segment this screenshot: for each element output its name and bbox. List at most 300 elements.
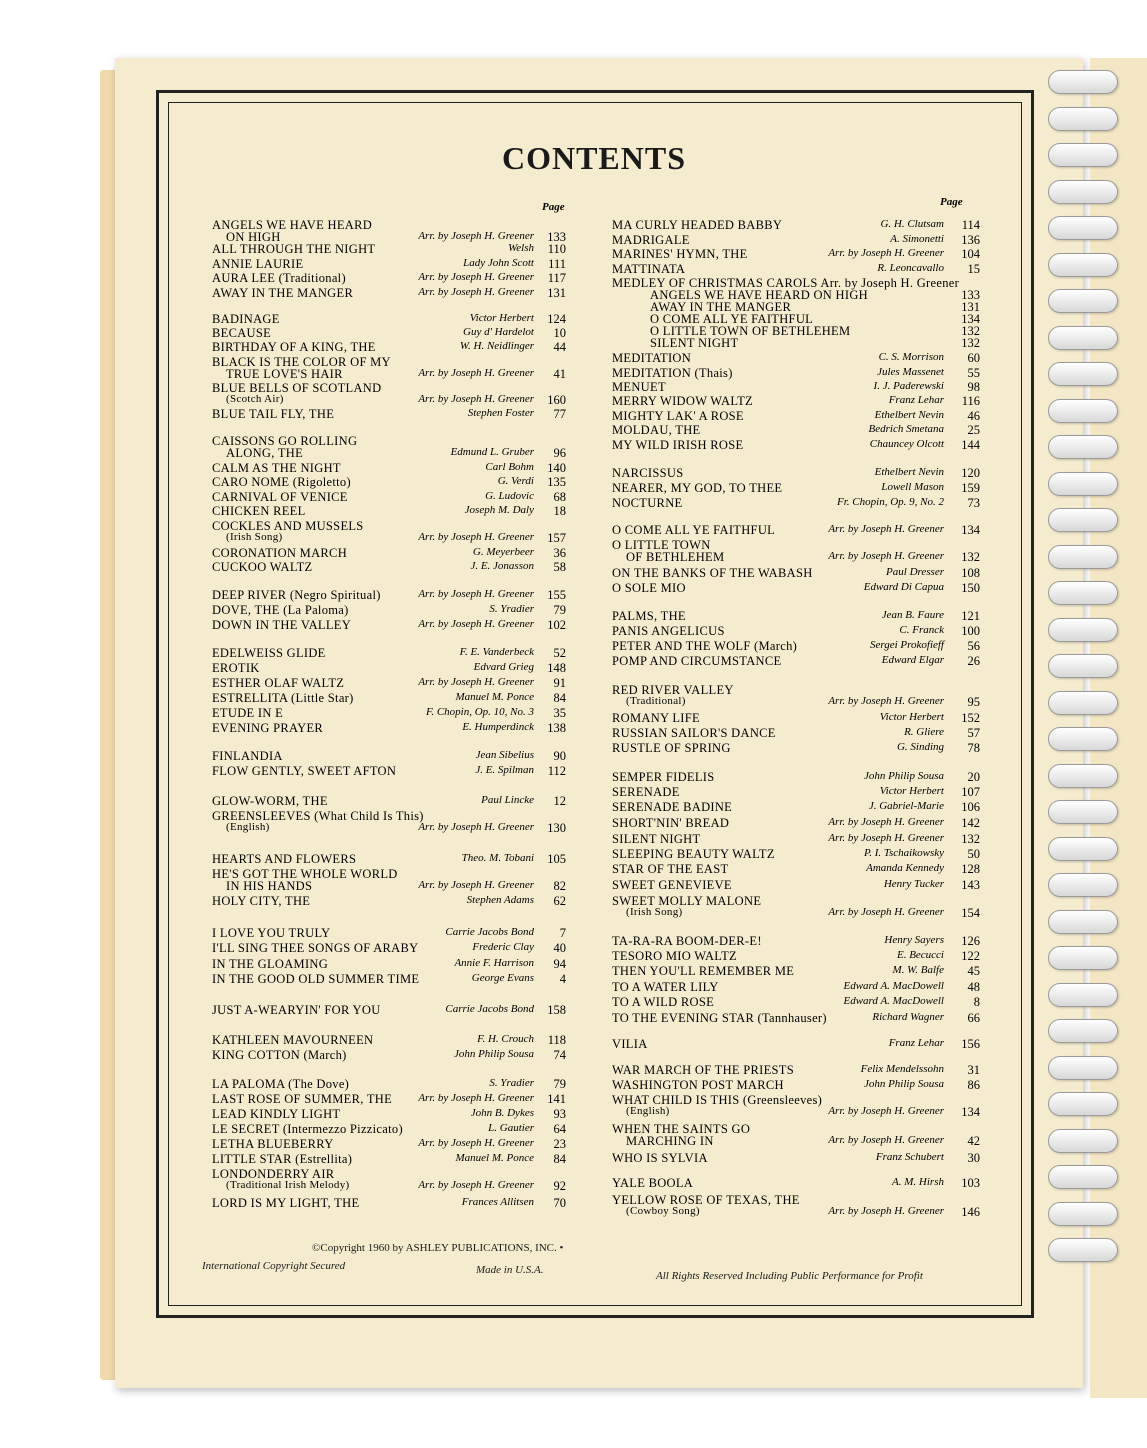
- song-title: PETER AND THE WOLF (March): [612, 639, 798, 653]
- song-title: MADRIGALE: [612, 233, 690, 247]
- contents-entry: [612, 523, 980, 537]
- spiral-ring: [1048, 1092, 1118, 1116]
- contents-entry: [212, 560, 566, 574]
- song-title-continued: (English): [226, 821, 270, 833]
- contents-entry: [612, 980, 980, 994]
- page-number: 131: [961, 300, 980, 314]
- contents-entry: [212, 326, 566, 340]
- page-number: 46: [967, 409, 980, 423]
- song-title: EROTIK: [212, 661, 260, 675]
- contents-entry: [612, 770, 980, 784]
- composer: Arr. by Joseph H. Greener: [828, 523, 944, 535]
- page-column-header-right: Page: [940, 196, 963, 208]
- contents-entry: [612, 233, 980, 247]
- page-number: 35: [553, 706, 566, 720]
- composer: J. Gabriel-Marie: [868, 800, 944, 812]
- page-number: 118: [547, 1033, 566, 1047]
- song-title: O LITTLE TOWN OF BETHLEHEM: [650, 324, 851, 338]
- composer: Carl Bohm: [485, 461, 534, 473]
- contents-entry: [612, 878, 980, 892]
- composer: C. S. Morrison: [878, 351, 944, 363]
- song-title: AWAY IN THE MANGER: [212, 286, 354, 300]
- page-number: 104: [961, 247, 980, 261]
- page-number: 90: [553, 749, 566, 763]
- song-title: NEARER, MY GOD, TO THEE: [612, 481, 783, 495]
- contents-entry: [212, 926, 566, 940]
- contents-entry: [612, 894, 980, 920]
- song-title-continued: OF BETHLEHEM: [626, 550, 725, 564]
- composer: Richard Wagner: [872, 1011, 944, 1023]
- page-number: 60: [967, 351, 980, 365]
- song-title: I'LL SING THEE SONGS OF ARABY: [212, 941, 419, 955]
- composer: Arr. by Joseph H. Greener: [418, 1137, 534, 1149]
- page-number: 128: [961, 862, 980, 876]
- composer: Arr. by Joseph H. Greener: [418, 393, 534, 405]
- song-title: SILENT NIGHT: [650, 336, 739, 350]
- composer: P. I. Tschaikowsky: [863, 847, 944, 859]
- composer: C. Franck: [899, 624, 944, 636]
- composer: Edward Elgar: [881, 654, 944, 666]
- spiral-ring: [1048, 472, 1118, 496]
- contents-entry: [612, 832, 980, 846]
- spiral-ring: [1048, 253, 1118, 277]
- song-title: FINLANDIA: [212, 749, 283, 763]
- page-number: 74: [553, 1048, 566, 1062]
- page-number: 20: [967, 770, 980, 784]
- contents-entry: [612, 262, 980, 276]
- spiral-ring: [1048, 326, 1118, 350]
- page-number: 15: [967, 262, 980, 276]
- composer: S. Yradier: [489, 1077, 534, 1089]
- page-number: 95: [967, 695, 980, 709]
- international-copyright: International Copyright Secured: [202, 1260, 346, 1272]
- contents-entry: [612, 366, 980, 380]
- page-number: 117: [547, 271, 566, 285]
- song-title: DOVE, THE (La Paloma): [212, 603, 349, 617]
- contents-entry: [212, 286, 566, 300]
- contents-entry: [612, 438, 980, 452]
- page-number: 154: [961, 906, 980, 920]
- spiral-ring: [1048, 691, 1118, 715]
- composer: Edmund L. Gruber: [450, 446, 534, 458]
- song-title: GLOW-WORM, THE: [212, 794, 328, 808]
- song-title: YELLOW ROSE OF TEXAS, THE: [612, 1193, 800, 1207]
- composer: George Evans: [471, 972, 534, 984]
- composer: A. Simonetti: [890, 233, 944, 245]
- composer: Joseph M. Daly: [464, 504, 534, 516]
- page-number: 134: [961, 312, 980, 326]
- song-title: SHORT'NIN' BREAD: [612, 816, 730, 830]
- song-title: MATTINATA: [612, 262, 686, 276]
- composer: Jean B. Faure: [881, 609, 944, 621]
- page-number: 132: [961, 336, 980, 350]
- page-number: 114: [961, 218, 980, 232]
- composer: Jules Massenet: [877, 366, 944, 378]
- spiral-ring: [1048, 180, 1118, 204]
- contents-entry: [212, 1003, 566, 1017]
- song-title: HEARTS AND FLOWERS: [212, 852, 357, 866]
- spiral-ring: [1048, 435, 1118, 459]
- page-number: 132: [961, 550, 980, 564]
- song-title: LE SECRET (Intermezzo Pizzicato): [212, 1122, 403, 1136]
- contents-entry: [212, 1077, 566, 1091]
- song-title: WHAT CHILD IS THIS (Greensleeves): [612, 1093, 823, 1107]
- spiral-ring: [1048, 362, 1118, 386]
- page-number: 93: [553, 1107, 566, 1121]
- contents-entry: [212, 218, 566, 244]
- contents-entry: [612, 785, 980, 799]
- contents-entry: [612, 1093, 980, 1119]
- song-title: PANIS ANGELICUS: [612, 624, 725, 638]
- composer: Arr. by Joseph H. Greener: [418, 230, 534, 242]
- page-number: 23: [553, 1137, 566, 1151]
- composer: Arr. by Joseph H. Greener: [418, 879, 534, 891]
- song-title: TESORO MIO WALTZ: [612, 949, 737, 963]
- page-number: 82: [553, 879, 566, 893]
- song-title-continued: (Scotch Air): [226, 393, 284, 405]
- page-number: 116: [961, 394, 980, 408]
- composer: Victor Herbert: [879, 785, 944, 797]
- song-title: ANNIE LAURIE: [212, 257, 304, 271]
- song-title: CORONATION MARCH: [212, 546, 348, 560]
- composer: R. Gliere: [904, 726, 944, 738]
- contents-entry: [612, 639, 980, 653]
- contents-entry: [212, 603, 566, 617]
- contents-entry: [212, 1033, 566, 1047]
- composer: John Philip Sousa: [863, 1078, 944, 1090]
- song-title: MEDITATION (Thais): [612, 366, 733, 380]
- contents-entry: [612, 1176, 980, 1190]
- page-number: 58: [553, 560, 566, 574]
- page-number: 157: [547, 531, 566, 545]
- song-title: BLACK IS THE COLOR OF MY: [212, 355, 391, 369]
- page-number: 141: [547, 1092, 566, 1106]
- composer: F. Chopin, Op. 10, No. 3: [426, 706, 534, 718]
- page-number: 12: [553, 794, 566, 808]
- page-number: 130: [547, 821, 566, 835]
- page-number: 108: [961, 566, 980, 580]
- page-number: 7: [559, 926, 566, 940]
- song-title: MIGHTY LAK' A ROSE: [612, 409, 744, 423]
- song-title: DOWN IN THE VALLEY: [212, 618, 352, 632]
- page-number: 70: [553, 1196, 566, 1210]
- page-number: 106: [961, 800, 980, 814]
- song-title: CALM AS THE NIGHT: [212, 461, 341, 475]
- composer: Chauncey Olcott: [869, 438, 944, 450]
- composer: F. E. Vanderbeck: [459, 646, 534, 658]
- page-number: 4: [559, 972, 566, 986]
- song-title: NARCISSUS: [612, 466, 684, 480]
- song-title: ALL THROUGH THE NIGHT: [212, 242, 376, 256]
- page-number: 68: [553, 490, 566, 504]
- page-number: 103: [961, 1176, 980, 1190]
- page-number: 36: [553, 546, 566, 560]
- contents-entry: [212, 1122, 566, 1136]
- composer: Arr. by Joseph H. Greener: [418, 1179, 534, 1191]
- song-title: RED RIVER VALLEY: [612, 683, 734, 697]
- spiral-ring: [1048, 216, 1118, 240]
- page-number: 45: [967, 964, 980, 978]
- contents-entry: [212, 461, 566, 475]
- song-title: BIRTHDAY OF A KING, THE: [212, 340, 376, 354]
- composer: Arr. by Joseph H. Greener: [828, 1205, 944, 1217]
- song-title-continued: MARCHING IN: [626, 1134, 714, 1148]
- song-title: MERRY WIDOW WALTZ: [612, 394, 753, 408]
- composer: Arr. by Joseph H. Greener: [418, 821, 534, 833]
- song-title-continued: IN HIS HANDS: [226, 879, 313, 893]
- composer: Arr. by Joseph H. Greener: [828, 550, 944, 562]
- composer: Welsh: [508, 242, 534, 254]
- spiral-ring: [1048, 1019, 1118, 1043]
- contents-entry: [612, 995, 980, 1009]
- composer: John Philip Sousa: [863, 770, 944, 782]
- contents-entry: [612, 1122, 980, 1148]
- page-number: 62: [553, 894, 566, 908]
- spiral-ring: [1048, 837, 1118, 861]
- page-number: 132: [961, 324, 980, 338]
- page-number: 66: [967, 1011, 980, 1025]
- composer: Arr. by Joseph H. Greener: [828, 816, 944, 828]
- song-title: CAISSONS GO ROLLING: [212, 434, 358, 448]
- page-number: 111: [548, 257, 566, 271]
- song-title: O COME ALL YE FAITHFUL: [650, 312, 814, 326]
- song-title: SLEEPING BEAUTY WALTZ: [612, 847, 775, 861]
- composer: Arr. by Joseph H. Greener: [828, 1134, 944, 1146]
- page-number: 152: [961, 711, 980, 725]
- page-number: 131: [547, 286, 566, 300]
- page-number: 159: [961, 481, 980, 495]
- spiral-ring: [1048, 873, 1118, 897]
- page-number: 160: [547, 393, 566, 407]
- contents-entry: [212, 867, 566, 893]
- spiral-ring: [1048, 727, 1118, 751]
- song-title: ESTHER OLAF WALTZ: [212, 676, 345, 690]
- composer: Fr. Chopin, Op. 9, No. 2: [837, 496, 944, 508]
- page-number: 25: [967, 423, 980, 437]
- contents-entry: [212, 1167, 566, 1193]
- spiral-ring: [1048, 1238, 1118, 1262]
- song-title: WASHINGTON POST MARCH: [612, 1078, 784, 1092]
- song-title: RUSSIAN SAILOR'S DANCE: [612, 726, 776, 740]
- page-number: 155: [547, 588, 566, 602]
- contents-entry: [612, 351, 980, 365]
- page-number: 92: [553, 1179, 566, 1193]
- page-number: 40: [553, 941, 566, 955]
- song-title-continued: (Irish Song): [626, 906, 683, 918]
- composer: A. M. Hirsh: [892, 1176, 944, 1188]
- page-number: 96: [553, 446, 566, 460]
- contents-entry: [212, 434, 566, 460]
- song-title: ANGELS WE HAVE HEARD ON HIGH: [650, 288, 868, 302]
- song-title: O LITTLE TOWN: [612, 538, 711, 552]
- spiral-ring: [1048, 910, 1118, 934]
- composer: Manuel M. Ponce: [455, 691, 534, 703]
- composer: M. W. Balfe: [892, 964, 944, 976]
- page-number: 50: [967, 847, 980, 861]
- contents-entry: [212, 546, 566, 560]
- composer: I. J. Paderewski: [873, 380, 944, 392]
- page-number: 122: [961, 949, 980, 963]
- contents-entry: [212, 794, 566, 808]
- song-title: HE'S GOT THE WHOLE WORLD: [212, 867, 398, 881]
- song-title-continued: ALONG, THE: [226, 446, 304, 460]
- composer: Manuel M. Ponce: [455, 1152, 534, 1164]
- song-title-continued: (Irish Song): [226, 531, 283, 543]
- composer: Stephen Foster: [467, 407, 534, 419]
- song-title: EVENING PRAYER: [212, 721, 324, 735]
- page-number: 156: [961, 1037, 980, 1051]
- page-number: 44: [553, 340, 566, 354]
- page-number: 132: [961, 832, 980, 846]
- song-title: LAST ROSE OF SUMMER, THE: [212, 1092, 393, 1106]
- song-title: LITTLE STAR (Estrellita): [212, 1152, 353, 1166]
- contents-entry: [212, 490, 566, 504]
- song-title: SWEET GENEVIEVE: [612, 878, 732, 892]
- page-number: 134: [961, 1105, 980, 1119]
- page-number: 100: [961, 624, 980, 638]
- contents-entry: [212, 764, 566, 778]
- composer: S. Yradier: [489, 603, 534, 615]
- contents-entry: [612, 538, 980, 564]
- contents-entry: [612, 1151, 980, 1165]
- song-title: EDELWEISS GLIDE: [212, 646, 326, 660]
- song-title-continued: (Cowboy Song): [626, 1205, 700, 1217]
- contents-entry: [212, 676, 566, 690]
- page-number: 121: [961, 609, 980, 623]
- composer: Sergei Prokofieff: [869, 639, 944, 651]
- song-title-continued: (Traditional): [626, 695, 686, 707]
- page-number: 98: [967, 380, 980, 394]
- composer: G. Sinding: [896, 741, 944, 753]
- contents-entry: [612, 800, 980, 814]
- composer: Arr. by Joseph H. Greener: [418, 286, 534, 298]
- composer: Ethelbert Nevin: [874, 466, 944, 478]
- composer: Arr. by Joseph H. Greener: [418, 367, 534, 379]
- composer: Edvard Grieg: [473, 661, 534, 673]
- page-number: 148: [547, 661, 566, 675]
- contents-entry: [612, 1078, 980, 1092]
- page-number: 57: [967, 726, 980, 740]
- composer: L. Gautier: [488, 1122, 534, 1134]
- contents-entry: [612, 816, 980, 830]
- composer: E. Becucci: [896, 949, 944, 961]
- contents-entry: [612, 496, 980, 510]
- contents-entry: [212, 1137, 566, 1151]
- song-title: BLUE TAIL FLY, THE: [212, 407, 335, 421]
- song-title: SERENADE: [612, 785, 680, 799]
- contents-entry: [212, 706, 566, 720]
- contents-entry: [212, 381, 566, 407]
- song-title: JUST A-WEARYIN' FOR YOU: [212, 1003, 381, 1017]
- contents-entry: [612, 654, 980, 668]
- contents-entry: [612, 934, 980, 948]
- song-title: AWAY IN THE MANGER: [650, 300, 792, 314]
- song-title: ROMANY LIFE: [612, 711, 700, 725]
- song-title: MY WILD IRISH ROSE: [612, 438, 744, 452]
- page-number: 55: [967, 366, 980, 380]
- composer: Stephen Adams: [466, 894, 534, 906]
- composer: Arr. by Joseph H. Greener: [418, 271, 534, 283]
- song-title: LETHA BLUEBERRY: [212, 1137, 334, 1151]
- spiral-ring: [1048, 143, 1118, 167]
- contents-entry: [212, 941, 566, 955]
- composer: Edward A. MacDowell: [843, 980, 944, 992]
- contents-entry: [612, 726, 980, 740]
- song-title: CARO NOME (Rigoletto): [212, 475, 351, 489]
- page-number: 105: [547, 852, 566, 866]
- composer: Victor Herbert: [879, 711, 944, 723]
- page-number: 26: [967, 654, 980, 668]
- contents-entry: [612, 711, 980, 725]
- page-number: 134: [961, 523, 980, 537]
- song-title: O COME ALL YE FAITHFUL: [612, 523, 776, 537]
- page-number: 102: [547, 618, 566, 632]
- contents-entry: [212, 340, 566, 354]
- composer: G. Ludovic: [485, 490, 534, 502]
- composer: Carrie Jacobs Bond: [445, 1003, 534, 1015]
- page-number: 133: [961, 288, 980, 302]
- composer: Theo. M. Tobani: [461, 852, 534, 864]
- spiral-ring: [1048, 983, 1118, 1007]
- composer: Lady John Scott: [463, 257, 534, 269]
- song-title: ON THE BANKS OF THE WABASH: [612, 566, 813, 580]
- page-number: 126: [961, 934, 980, 948]
- composer: Frances Allitsen: [461, 1196, 534, 1208]
- contents-entry: [612, 409, 980, 423]
- contents-entry: [212, 588, 566, 602]
- contents-entry: [612, 847, 980, 861]
- contents-entry: [612, 1037, 980, 1051]
- composer: F. H. Crouch: [477, 1033, 534, 1045]
- page-title: CONTENTS: [501, 140, 687, 176]
- page-number: 52: [553, 646, 566, 660]
- page-number: 79: [553, 603, 566, 617]
- contents-entry: [212, 312, 566, 326]
- composer: G. H. Clutsam: [880, 218, 944, 230]
- page-number: 64: [553, 1122, 566, 1136]
- page-number: 56: [967, 639, 980, 653]
- composer: Guy d' Hardelot: [463, 326, 534, 338]
- contents-entry: [612, 466, 980, 480]
- composer: Bedrich Smetana: [868, 423, 944, 435]
- made-in-usa: Made in U.S.A.: [476, 1264, 544, 1276]
- composer: Arr. by Joseph H. Greener: [418, 588, 534, 600]
- song-title: MA CURLY HEADED BABBY: [612, 218, 783, 232]
- spiral-ring: [1048, 399, 1118, 423]
- contents-entry: [612, 566, 980, 580]
- page-number: 84: [553, 691, 566, 705]
- composer: Arr. by Joseph H. Greener: [828, 247, 944, 259]
- song-title: SERENADE BADINE: [612, 800, 733, 814]
- contents-entry: [212, 242, 566, 256]
- spiral-ring: [1048, 289, 1118, 313]
- song-title: STAR OF THE EAST: [612, 862, 729, 876]
- song-title: AURA LEE (Traditional): [212, 271, 346, 285]
- contents-entry: [612, 394, 980, 408]
- song-title: GREENSLEEVES (What Child Is This): [212, 809, 424, 823]
- song-title: MEDITATION: [612, 351, 692, 365]
- song-title: LORD IS MY LIGHT, THE: [212, 1196, 360, 1210]
- contents-entry: [612, 741, 980, 755]
- contents-entry: [612, 1193, 980, 1219]
- contents-entry: [212, 1092, 566, 1106]
- spiral-ring: [1048, 1202, 1118, 1226]
- spiral-ring: [1048, 545, 1118, 569]
- page-number: 138: [547, 721, 566, 735]
- composer: Victor Herbert: [469, 312, 534, 324]
- page-number: 143: [961, 878, 980, 892]
- contents-entry: [212, 646, 566, 660]
